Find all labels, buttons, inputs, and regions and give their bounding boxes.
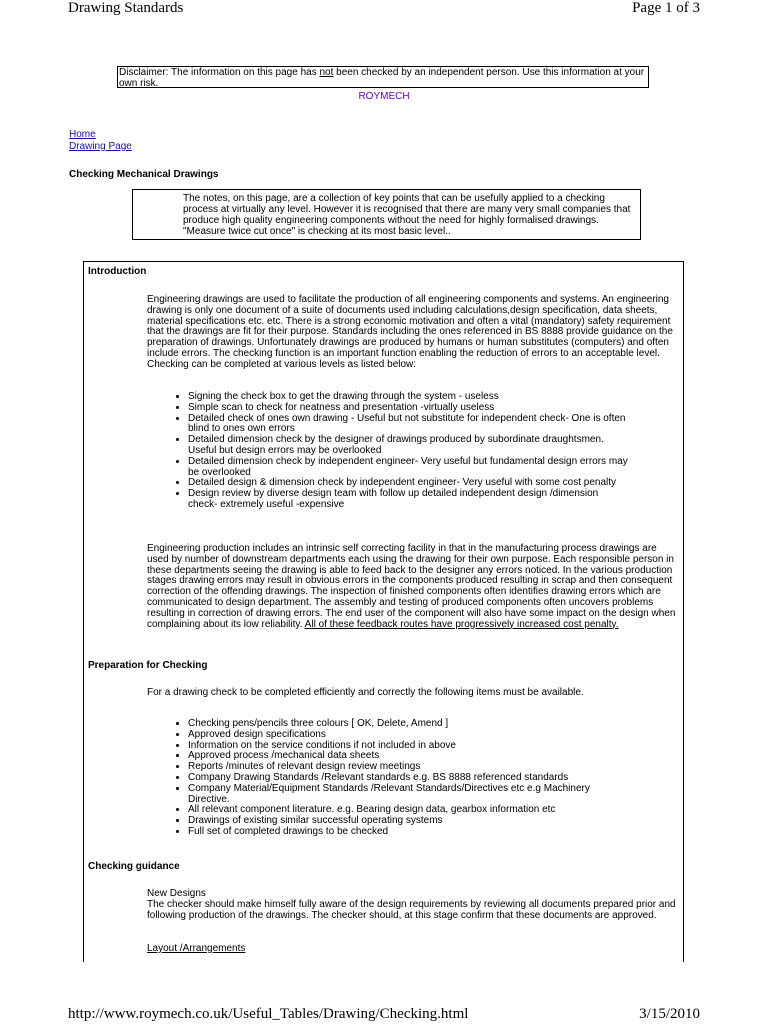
introduction-paragraph: Engineering drawings are used to facilitate the production of all engineering components and systems. An engineering drawing is only one document of a suite of documents used including calculations,design specification, data sheets, material specifications etc. etc. There is a strong economic motivation and often a vital (mandatory) safety requirement that the drawings are fit for their purpose. Standards including the ones referenced in BS 8888 provide guidance on the preparation of drawings. Unfortunately drawings are produced by humans or human substitutes (computers) and often include errors. The checking function is an important function enabling the reduction of errors to an acceptable level. Checking can be completed at various levels as listed below: — [147, 294, 673, 370]
site-name: ROYMECH — [358, 91, 410, 102]
production-paragraph — [147, 544, 677, 630]
required-items-list — [170, 719, 628, 838]
list-item: • Detailed dimension check by the designer of drawings produced by subordinate draughtsmen. Useful but design errors may be overlooked — [188, 435, 628, 457]
print-header-page: Page 1 of 3 — [632, 0, 700, 16]
print-header-title: Drawing Standards — [68, 0, 184, 16]
section-heading-guidance: Checking guidance — [88, 861, 180, 872]
list-item: • Approved design specifications — [188, 730, 628, 741]
page-title: Checking Mechanical Drawings — [69, 169, 219, 180]
list-item: • Signing the check box to get the drawing through the system - useless — [188, 392, 628, 403]
guidance-paragraph: The checker should make himself fully aware of the design requirements by reviewing all documents prepared prior and following production of the drawings. The checker should, at this stage confirm that these documents are approved. — [147, 899, 676, 921]
print-footer-date: 3/15/2010 — [639, 1006, 700, 1022]
list-item: • Full set of completed drawings to be checked — [188, 827, 628, 838]
guidance-subhead: New Designs — [147, 888, 206, 899]
print-footer-url: http://www.roymech.co.uk/Useful_Tables/Drawing/Checking.html — [68, 1006, 469, 1022]
production-paragraph-text: Engineering production includes an intrinsic self correcting facility in that in the manufacturing process drawings are used by number of downstream departments each using the drawing for their own purpose. Each responsible person in these departments seeing the drawing is able to feed back to the designer any errors noticed. In the various production stages drawing errors may result in obvious errors in the components produced resulting in scrap and then consequent correction of the offending drawings. The inspection of finished components often identifies drawing errors which are communicated to design department. The assembly and testing of produced components often uncovers problems resulting in correction of drawing errors. The end user of the component will also have some impact on the design when complaining about its low reliability. — [147, 543, 676, 630]
feedback-routes-note: All of these feedback routes have progressively increased cost penalty. — [304, 618, 619, 630]
print-header — [0, 0, 768, 20]
list-item: • Simple scan to check for neatness and presentation -virtually useless — [188, 403, 628, 414]
list-item: • Drawings of existing similar successful operating systems — [188, 816, 628, 827]
checking-levels-list — [170, 392, 628, 511]
list-item: • Detailed design & dimension check by independent engineer- Very useful with some cost penalty — [188, 478, 628, 489]
list-item: • Reports /minutes of relevant design review meetings — [188, 762, 628, 773]
preparation-intro: For a drawing check to be completed efficiently and correctly the following items must be available. — [147, 687, 584, 698]
disclaimer-text-before: Disclaimer: The information on this page has — [119, 67, 320, 78]
section-heading-introduction: Introduction — [88, 266, 147, 277]
list-item: • Design review by diverse design team with follow up detailed independent design /dimension check- extremely useful -expensive — [188, 489, 628, 511]
list-item: • Company Material/Equipment Standards /Relevant Standards/Directives etc e.g Machinery Directive. — [188, 784, 628, 806]
disclaimer-text-after: been checked by an independent person. Use this information at your own risk. — [119, 67, 645, 89]
list-item: • All relevant component literature. e.g. Bearing design data, gearbox information etc — [188, 805, 628, 816]
home-link[interactable]: Home — [69, 129, 96, 140]
disclaimer-box — [117, 66, 649, 88]
drawing-page-link[interactable]: Drawing Page — [69, 141, 132, 152]
notes-box: The notes, on this page, are a collection of key points that can be usefully applied to a checking process at virtually any level. However it is recognised that there are many very small companies that produce high quality engineering components without the need for highly formalised drawings. "Measure twice cut once" is checking at its most basic level.. — [132, 189, 641, 240]
print-footer — [0, 1006, 768, 1024]
list-item: • Company Drawing Standards /Relevant standards e.g. BS 8888 referenced standards — [188, 773, 628, 784]
nav-links — [69, 129, 132, 153]
layout-arrangements-link[interactable]: Layout /Arrangements — [147, 943, 246, 954]
list-item: • Information on the service conditions if not included in above — [188, 741, 628, 752]
disclaimer-emphasis: not — [319, 67, 334, 78]
section-heading-preparation: Preparation for Checking — [88, 660, 208, 671]
list-item: • Approved process /mechanical data sheets — [188, 751, 628, 762]
list-item: • Detailed dimension check by independent engineer- Very useful but fundamental design errors may be overlooked — [188, 457, 628, 479]
list-item: • Detailed check of ones own drawing - Useful but not substitute for independent check- One is often blind to ones own errors — [188, 414, 628, 436]
list-item: • Checking pens/pencils three colours [ OK, Delete, Amend ] — [188, 719, 628, 730]
